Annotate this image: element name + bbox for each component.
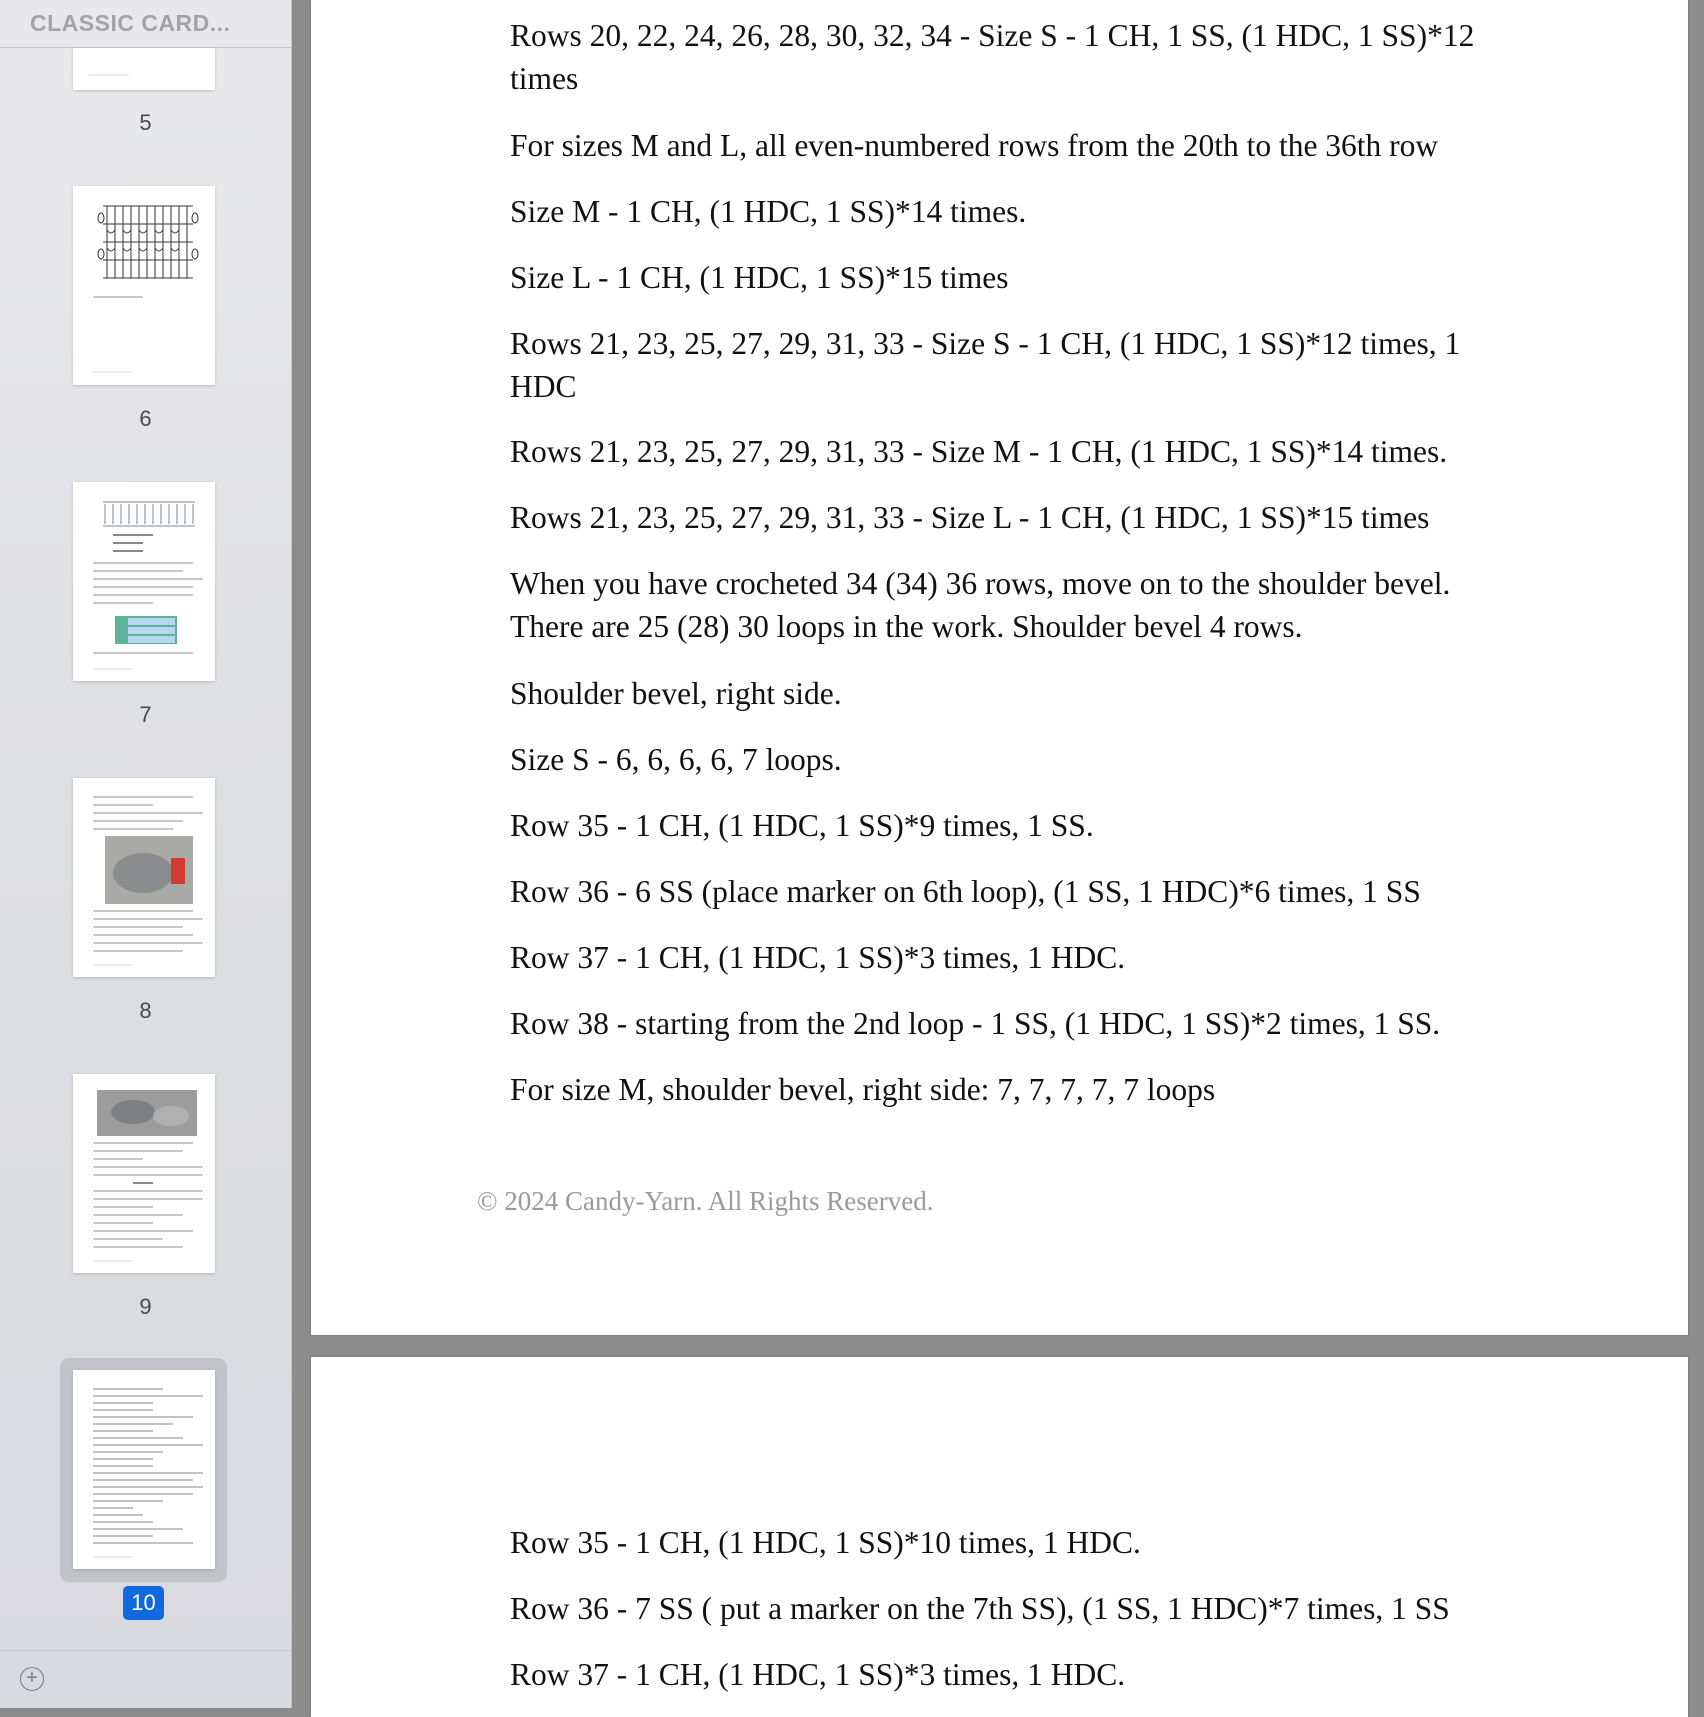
page-number-label: 7 (139, 702, 152, 727)
paragraph: Row 35 - 1 CH, (1 HDC, 1 SS)*9 times, 1 SS. (510, 808, 1094, 843)
page-thumbnail-10[interactable] (73, 1370, 215, 1569)
page-number-label: 9 (139, 1294, 152, 1319)
document-page (311, 1357, 1688, 1717)
page-number-label-active: 10 (123, 1586, 164, 1620)
thumbnail-text-page (73, 1370, 215, 1569)
page-thumbnail-6[interactable] (73, 186, 215, 385)
page-thumbnail-9[interactable] (73, 1074, 215, 1273)
paragraph: Shoulder bevel, right side. (510, 676, 842, 711)
page-number-label: 5 (139, 110, 152, 135)
paragraph: For size M, shoulder bevel, right side: 7, 7, 7, 7, 7 loops (510, 1072, 1216, 1107)
thumbnail-sidebar (0, 0, 292, 1708)
sidebar-divider (0, 1650, 291, 1651)
add-page-button[interactable] (20, 1667, 44, 1691)
paragraph: Row 36 - 6 SS (place marker on 6th loop), (1 SS, 1 HDC)*6 times, 1 SS (510, 874, 1421, 909)
paragraph: When you have crocheted 34 (34) 36 rows, move on to the shoulder bevel. There are 25 (28) 30 loops in the work. Shoulder bevel 4 rows. (510, 566, 1451, 644)
page-number-label: 8 (139, 998, 152, 1023)
paragraph: Rows 21, 23, 25, 27, 29, 31, 33 - Size S - 1 CH, (1 HDC, 1 SS)*12 times, 1 HDC (510, 326, 1461, 404)
plus-circle-icon: + (26, 1667, 38, 1689)
paragraph: Rows 20, 22, 24, 26, 28, 30, 32, 34 - Size S - 1 CH, 1 SS, (1 HDC, 1 SS)*12 times (510, 18, 1475, 96)
copyright-footer: © 2024 Candy-Yarn. All Rights Reserved. (477, 1186, 934, 1216)
page-thumbnail-7[interactable] (73, 482, 215, 681)
paragraph: Size S - 6, 6, 6, 6, 7 loops. (510, 742, 842, 777)
page-thumbnail-8[interactable] (73, 778, 215, 977)
paragraph: Row 37 - 1 CH, (1 HDC, 1 SS)*3 times, 1 HDC. (510, 940, 1126, 975)
paragraph: Size L - 1 CH, (1 HDC, 1 SS)*15 times (510, 260, 1009, 295)
paragraph: Rows 21, 23, 25, 27, 29, 31, 33 - Size M - 1 CH, (1 HDC, 1 SS)*14 times. (510, 434, 1448, 469)
page-thumbnail-5[interactable] (73, 48, 215, 90)
paragraph: Size M - 1 CH, (1 HDC, 1 SS)*14 times. (510, 194, 1027, 229)
thumbnail-stitch-table (73, 482, 215, 681)
paragraph: Row 35 - 1 CH, (1 HDC, 1 SS)*10 times, 1 HDC. (510, 1525, 1141, 1560)
document-title: CLASSIC CARD... (0, 0, 291, 48)
thumbnail-photo-page (73, 1074, 215, 1273)
paragraph: For sizes M and L, all even-numbered rows from the 20th to the 36th row (510, 128, 1439, 163)
paragraph: Rows 21, 23, 25, 27, 29, 31, 33 - Size L - 1 CH, (1 HDC, 1 SS)*15 times (510, 500, 1430, 535)
paragraph: Row 37 - 1 CH, (1 HDC, 1 SS)*3 times, 1 HDC. (510, 1657, 1126, 1692)
page-number-label: 6 (139, 406, 152, 431)
thumbnail-photo-page (73, 778, 215, 977)
thumbnail-chart-diagram (73, 186, 215, 385)
document-page (311, 0, 1688, 1335)
paragraph: Row 36 - 7 SS ( put a marker on the 7th SS), (1 SS, 1 HDC)*7 times, 1 SS (510, 1591, 1450, 1626)
paragraph: Row 38 - starting from the 2nd loop - 1 SS, (1 HDC, 1 SS)*2 times, 1 SS. (510, 1006, 1441, 1041)
